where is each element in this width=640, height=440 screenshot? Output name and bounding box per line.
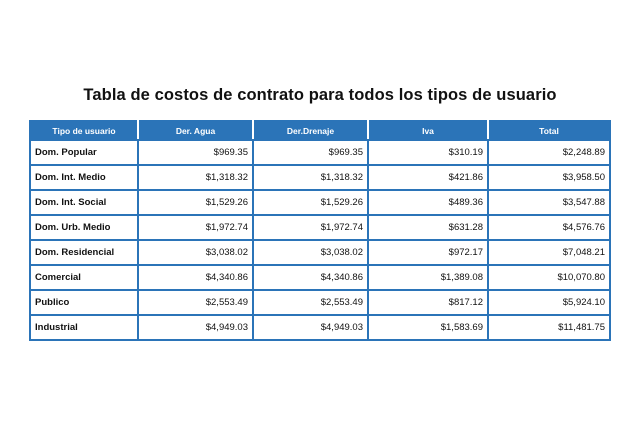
cell-total: $5,924.10: [488, 290, 610, 315]
cell-der-agua: $1,318.32: [138, 165, 253, 190]
header-iva: Iva: [368, 121, 488, 140]
cell-der-agua: $1,529.26: [138, 190, 253, 215]
header-der-agua: Der. Agua: [138, 121, 253, 140]
cell-der-agua: $1,972.74: [138, 215, 253, 240]
table-row: [30, 290, 610, 315]
cell-total: $3,547.88: [488, 190, 610, 215]
cell-total: $4,576.76: [488, 215, 610, 240]
table-row: [30, 315, 610, 340]
cell-tipo: Dom. Urb. Medio: [30, 215, 138, 240]
cell-der-drenaje: $1,529.26: [253, 190, 368, 215]
table-row: [30, 215, 610, 240]
cell-der-drenaje: $1,972.74: [253, 215, 368, 240]
page-title: Tabla de costos de contrato para todos los tipos de usuario: [83, 86, 557, 104]
header-der-drenaje: Der.Drenaje: [253, 121, 368, 140]
header-tipo-de-usuario: Tipo de usuario: [30, 121, 138, 140]
cell-der-agua: $4,340.86: [138, 265, 253, 290]
cell-der-drenaje: $4,340.86: [253, 265, 368, 290]
cell-iva: $310.19: [368, 140, 488, 165]
cell-tipo: Dom. Popular: [30, 140, 138, 165]
cell-der-agua: $2,553.49: [138, 290, 253, 315]
cell-tipo: Comercial: [30, 265, 138, 290]
cell-der-agua: $4,949.03: [138, 315, 253, 340]
header-row: [30, 121, 610, 140]
cell-iva: $631.28: [368, 215, 488, 240]
cell-tipo: Industrial: [30, 315, 138, 340]
cell-tipo: Dom. Int. Social: [30, 190, 138, 215]
cell-total: $3,958.50: [488, 165, 610, 190]
cell-der-drenaje: $3,038.02: [253, 240, 368, 265]
table-row: [30, 140, 610, 165]
cell-tipo: Publico: [30, 290, 138, 315]
header-total: Total: [488, 121, 610, 140]
table-row: [30, 240, 610, 265]
table-row: [30, 190, 610, 215]
table-header: [30, 121, 610, 140]
cell-der-agua: $969.35: [138, 140, 253, 165]
table-row: [30, 165, 610, 190]
cell-iva: $1,583.69: [368, 315, 488, 340]
table-row: [30, 265, 610, 290]
cell-der-drenaje: $969.35: [253, 140, 368, 165]
cell-der-drenaje: $4,949.03: [253, 315, 368, 340]
cell-iva: $421.86: [368, 165, 488, 190]
cell-iva: $972.17: [368, 240, 488, 265]
cell-der-drenaje: $2,553.49: [253, 290, 368, 315]
cell-iva: $817.12: [368, 290, 488, 315]
table-body: [30, 140, 610, 340]
cell-tipo: Dom. Residencial: [30, 240, 138, 265]
cell-total: $7,048.21: [488, 240, 610, 265]
cell-der-agua: $3,038.02: [138, 240, 253, 265]
cell-total: $2,248.89: [488, 140, 610, 165]
cell-iva: $1,389.08: [368, 265, 488, 290]
cell-tipo: Dom. Int. Medio: [30, 165, 138, 190]
cell-iva: $489.36: [368, 190, 488, 215]
cell-total: $10,070.80: [488, 265, 610, 290]
cell-der-drenaje: $1,318.32: [253, 165, 368, 190]
cell-total: $11,481.75: [488, 315, 610, 340]
costs-table: [29, 120, 611, 341]
